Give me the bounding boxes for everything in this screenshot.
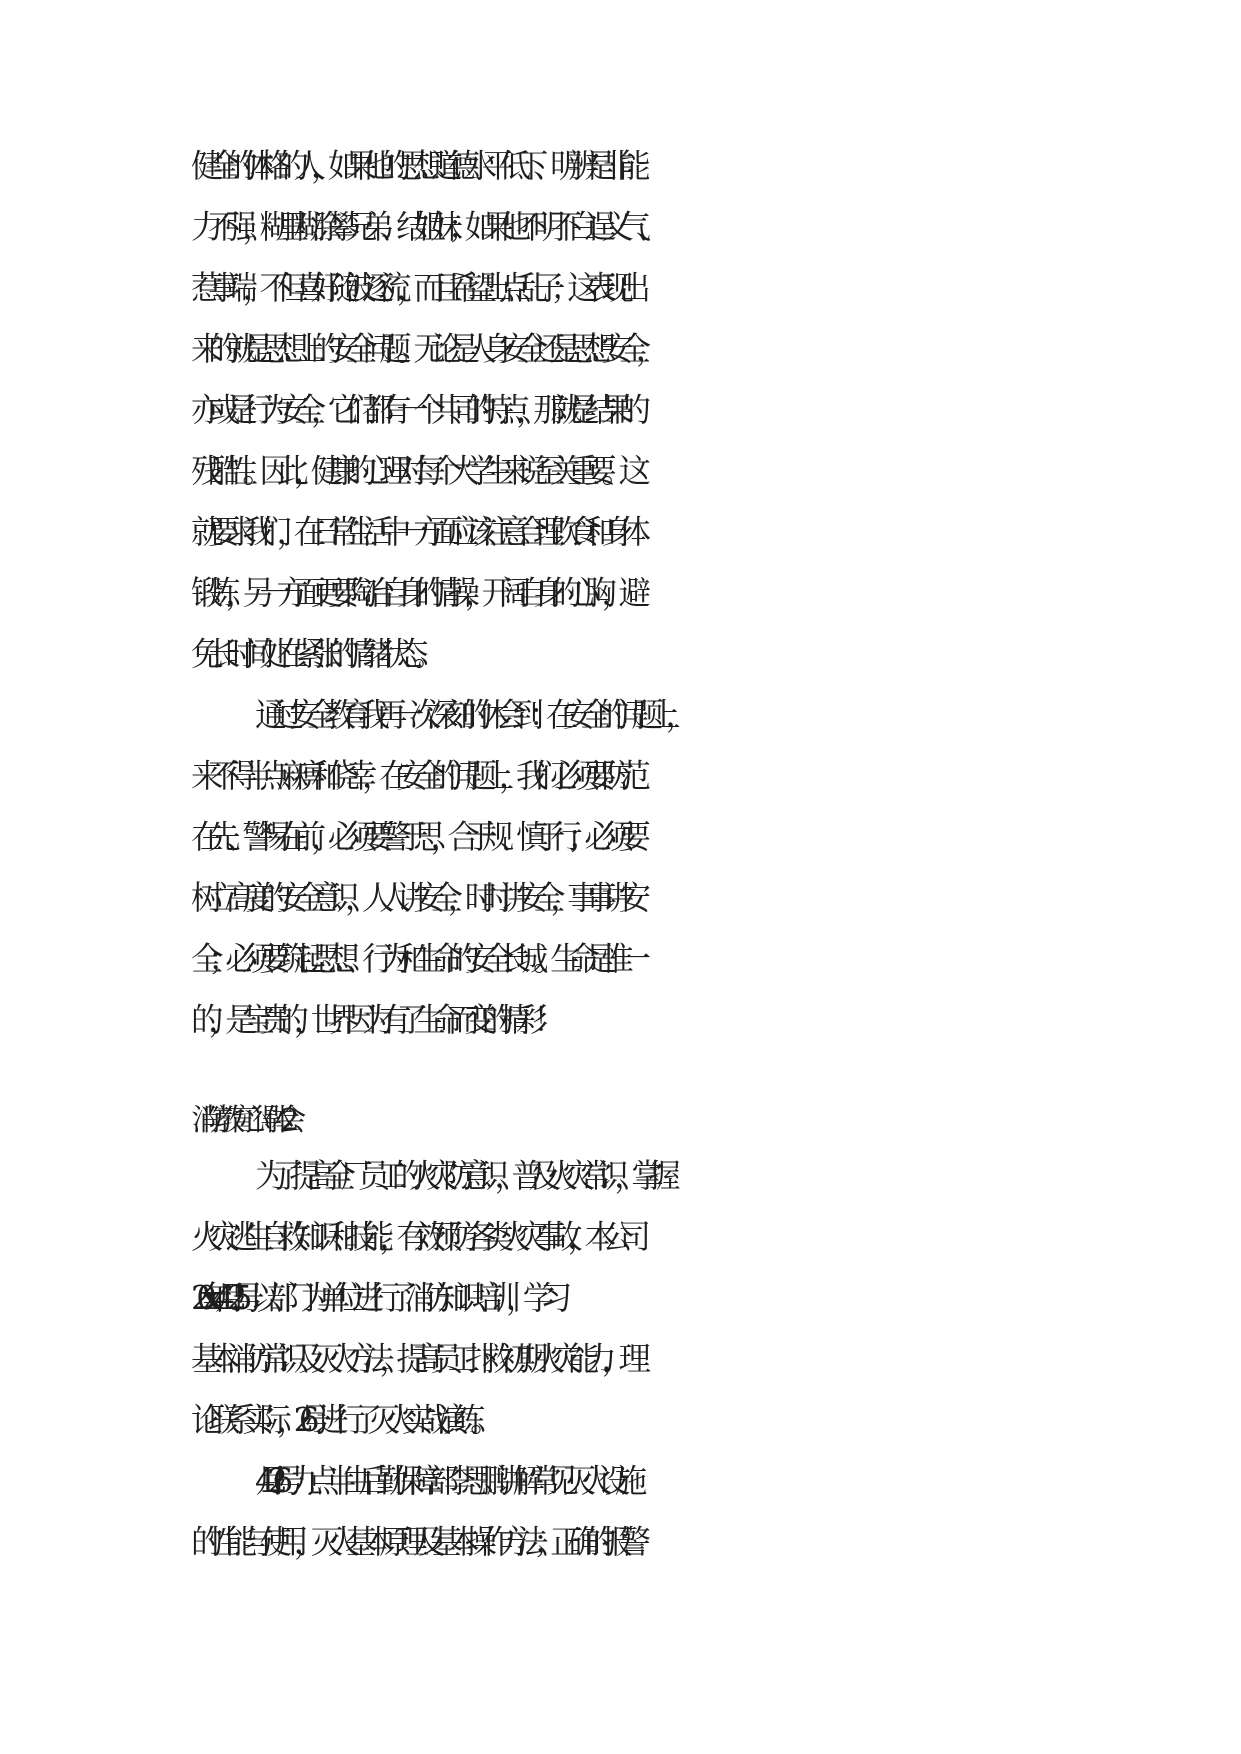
paragraph-continued: [0, 136, 1241, 685]
paragraph-training: [0, 1146, 1241, 1451]
text-line: 树立高度的安全意识，人人讲安全，时时讲安全，事事讲安: [191, 879, 636, 917]
text-line: 火灾逃生自救知识和技能，有效预防各类火灾事故，本公司: [191, 1218, 636, 1256]
section-heading: 消防教育心得体会 2: [191, 1103, 282, 1138]
text-line: 全；必须要筑起思想、行为和生命的安全长城。生命是惟一: [191, 940, 636, 978]
text-line: 通过安全教育我再一次深刻的休会到：在安全的问题上，: [255, 696, 683, 734]
text-line: 惹事端，不但喜好随波逐流，而且希望出点乱子；这表现出: [191, 269, 636, 307]
text-line: 为了提高全厂员工的火灾防意识，普及火灾常识，掌握: [255, 1157, 666, 1195]
text-line: 来不得半点麻痹和侥幸，在安全的问题上，我们必须要防范: [191, 757, 636, 795]
text-line: 20xx 年 4 月 25 号以部门为单位进行了消防知识培训，学习: [191, 1279, 558, 1317]
text-line: 基本消防常识及灭火方法，提高员工扑救初期火灾能力，理: [191, 1340, 636, 1378]
paragraph-april26: [0, 1451, 1241, 1573]
text-line: 4 月 26 号九点半由后勤保障部李思鹏讲解常见灭火设施: [255, 1462, 632, 1500]
text-line: 亦或是行为安全，它们都有一个共同的特点，那就是结果的: [191, 391, 636, 429]
paragraph-safety: [0, 685, 1241, 1051]
text-line: 论联系实际，26 号进行了灭火实战演练。: [191, 1401, 488, 1439]
text-line: 的性能与使用，灭火基本原理及基本操作方法；正确的报警: [191, 1523, 636, 1561]
text-line: 就要求我们，在日常生活中一方面应该注意合理饮食和身体: [191, 513, 636, 551]
text-line: 的，是宝贵的，世界因为有了生命而变的精彩！: [191, 1001, 551, 1039]
text-line: 锻炼，另一方面更要陶冶自身的情操，开阔自身的心胸，避: [191, 574, 636, 612]
text-line: 免长时间处在紧张的情绪状态。: [191, 635, 431, 673]
text-line: 健全的体格的人，如果他的思想道德水平低下、明辨是非能: [191, 147, 636, 185]
text-line: 在先、警惕在前，必须要警于思，合于规、慎于行；必须要: [191, 818, 636, 856]
section-heading-block: [0, 1096, 1241, 1146]
text-line: 来的就是思想上的安全问题。无论是人身安全还是思想安全，: [191, 330, 653, 368]
text-line: 残酷性。因此，健康的心理对每个大学生来说至关重要。这: [191, 452, 636, 490]
text-line: 力不强，糊里糊涂攀兄弟、结姐妹；如果他不明不白逞义气、: [191, 208, 653, 246]
